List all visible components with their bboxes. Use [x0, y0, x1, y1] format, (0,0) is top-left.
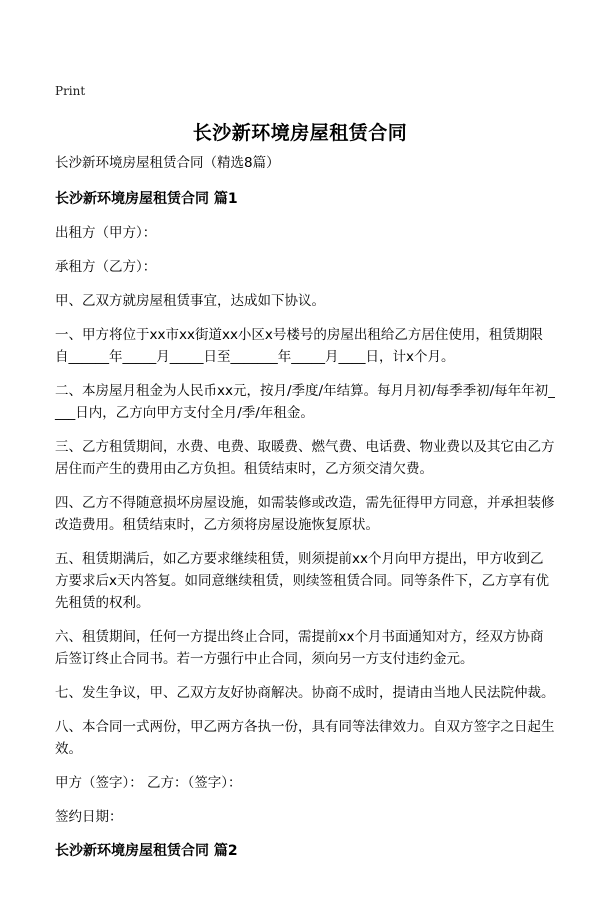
print-link[interactable]: Print [55, 84, 86, 98]
clause-1: 一、甲方将位于xx市xx街道xx小区x号楼号的房屋出租给乙方居住使用，租赁期限自______年_____月_____日至_______年_____月____日，计x个月。 [55, 327, 543, 365]
section-heading-1: 长沙新环境房屋租赁合同 篇1 [55, 191, 238, 207]
signature-line: 甲方（签字）： 乙方：（签字）： [55, 775, 242, 791]
section-heading-2: 长沙新环境房屋租赁合同 篇2 [55, 843, 238, 859]
clause-5: 五、租赁期满后，如乙方要求继续租赁，则须提前xx个月向甲方提出，甲方收到乙方要求后x天内答复。如同意继续租赁，则续签租赁合同。同等条件下，乙方享有优先租赁的权利。 [55, 551, 549, 611]
clause-7: 七、发生争议，甲、乙双方友好协商解决。协商不成时，提请由当地人民法院仲裁。 [55, 685, 555, 701]
clause-4: 四、乙方不得随意损坏房屋设施，如需装修或改造，需先征得甲方同意，并承担装修改造费用。租赁结束时，乙方须将房屋设施恢复原状。 [55, 495, 555, 533]
document-subtitle: 长沙新环境房屋租赁合同（精选8篇） [55, 155, 280, 171]
lessee-line: 承租方（乙方）： [55, 259, 157, 275]
page-title: 长沙新环境房屋租赁合同 [192, 122, 408, 144]
clause-2: 二、本房屋月租金为人民币xx元，按月/季度/年结算。每月月初/每季季初/每年年初____日内，乙方向甲方支付全月/季/年租金。 [55, 383, 555, 421]
intro-paragraph: 甲、乙双方就房屋租赁事宜，达成如下协议。 [55, 293, 325, 309]
clause-8: 八、本合同一式两份，甲乙两方各执一份，具有同等法律效力。自双方签字之日起生效。 [55, 719, 555, 757]
document-body [55, 152, 555, 874]
sign-date-line: 签约日期： [55, 809, 123, 825]
clause-3: 三、乙方租赁期间，水费、电费、取暖费、燃气费、电话费、物业费以及其它由乙方居住而产生的费用由乙方负担。租赁结束时，乙方须交清欠费。 [55, 439, 555, 477]
lessor-line: 出租方（甲方）： [55, 225, 157, 241]
clause-6: 六、租赁期间，任何一方提出终止合同，需提前xx个月书面通知对方，经双方协商后签订终止合同书。若一方强行中止合同，须向另一方支付违约金元。 [55, 629, 544, 667]
